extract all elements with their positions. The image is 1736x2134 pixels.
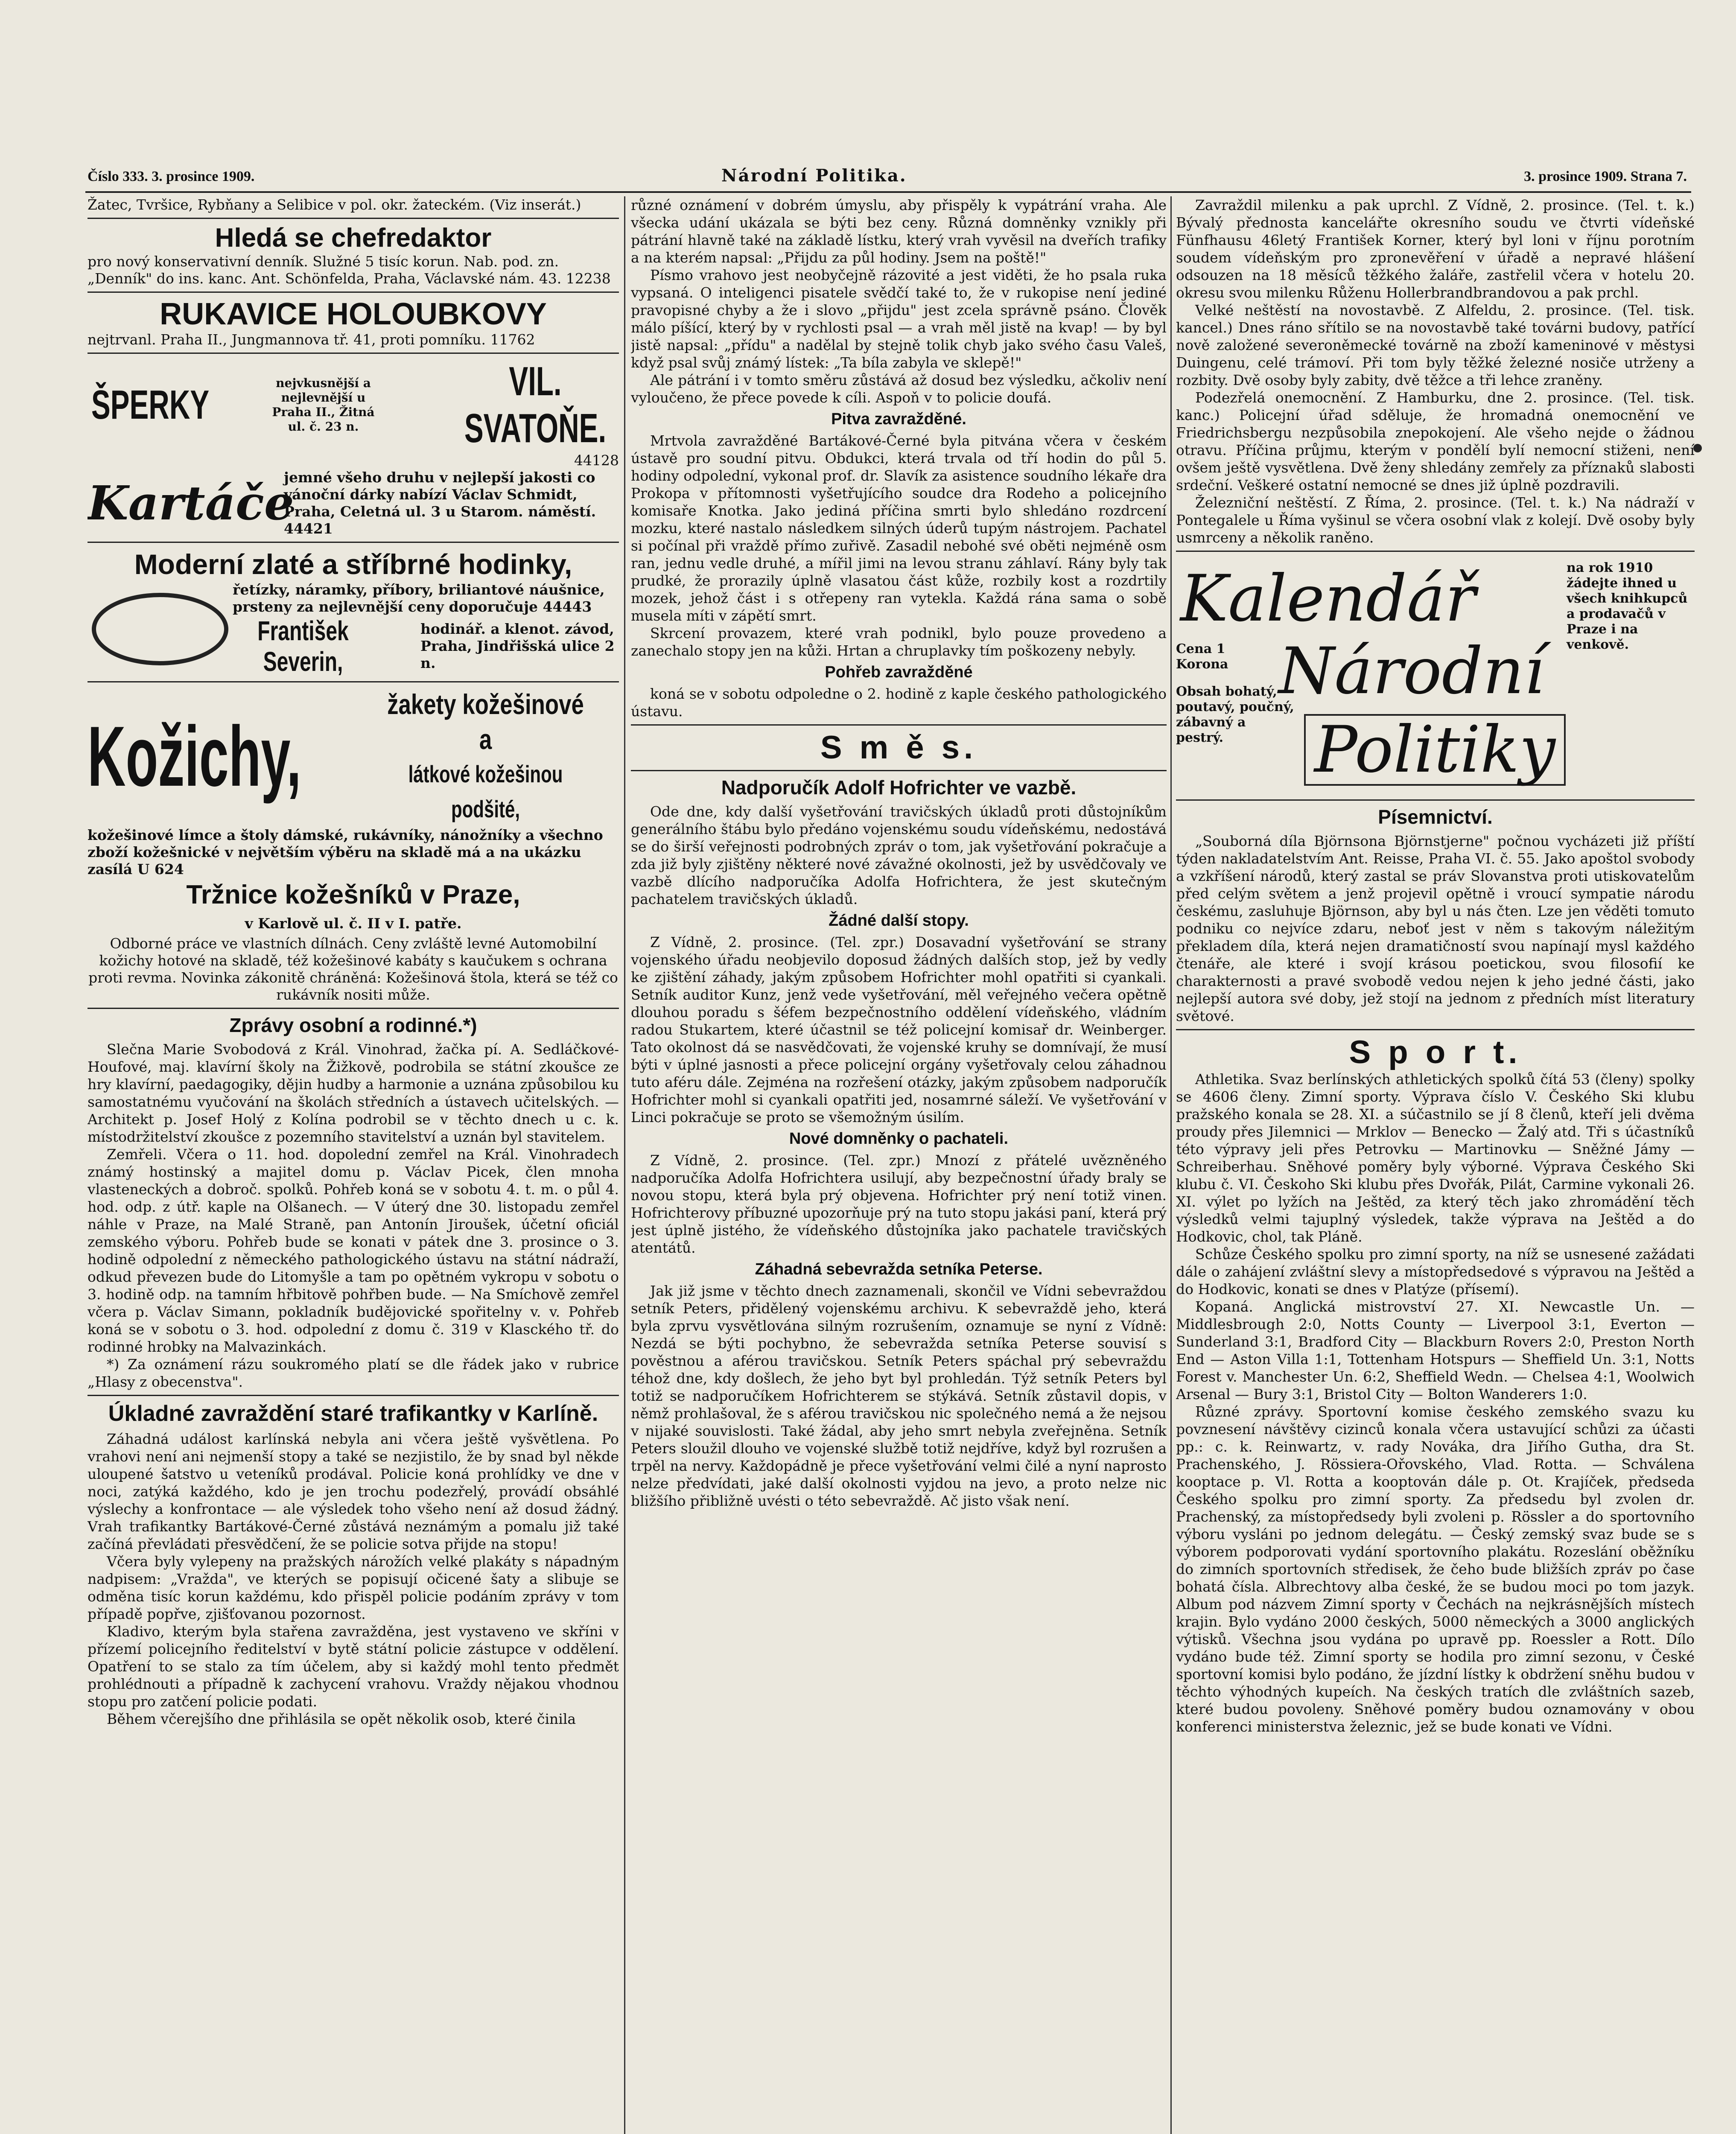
paragraph: Ode dne, kdy další vyšetřování travičských úkladů proti důstojníkům generálního štábu bylo předáno vojenskému soudu vídeňskému, nedostává se do širší veřejnosti podrobných zpráv o tom, jak vyšetřování pokračuje a zda již byly zjištěny některé nové závažné okolnosti, jež by usvědčovaly ve vazbě dlícího nadporučíka Adolfa Hofrichtera, že jest skutečným pachatelem travičských úkladů. xyxy=(631,803,1167,907)
ad-calendar-title-3: Politiky xyxy=(1314,713,1555,787)
divider xyxy=(1176,1029,1695,1030)
paragraph: Athletika. Svaz berlínských athletických spolků čítá 53 (členy) spolky se 4606 členy. Zimní sporty. Výprava číslo V. Českého Ski klubu pražského konala se 28. XI. a súčastnilo se jí 8 členů, kteří jeli dvěma proudy přes Jilemnici — Mrklov — Benecko — Žalý atd. Tři s účastníků této výpravy jeli přes Petrovku — Martinovku — Sněžné Jámy — Schreiberhau. Sněhové poměry byly výborné. Výprava Českého Ski klubu č. VI. Českoho Ski klubu přes Dvořák, Pilát, Carmine vykonali 26. XI. výlet po lyžích na Ještěd, za který těch jako zhromádění těch výsledků velmi tajuplný výsledek, takže výprava na Ještěd a do Hodkovic, chol, tak Pláně. xyxy=(1176,1071,1695,1245)
paragraph: Skrcení provazem, které vrah podnikl, bylo pouze provedeno a zanechalo stopy jen na kůži. Hrtan a chruplavky tím poškozeny nebyly. xyxy=(631,625,1167,659)
ad-furs xyxy=(88,687,619,827)
paragraph: Zavraždil milenku a pak uprchl. Z Vídně, 2. prosince. (Tel. t. k.) Bývalý přednosta kancelářte okresního soudu ve čtvrti vídeňské Fünfhausu 46letý František Korner, který byl loni v říjnu porotním soudem vídeňským pro zpronevěření v úřadě a nepravé hlášení odsouzen na 18 měsíců těžkého žaláře, zastřelil včera v hotelu 20. okresu svou milenku Růženu Hollerbrandbrandovou a pak prchl. xyxy=(1176,197,1695,301)
masthead: Národní Politika. xyxy=(721,166,907,186)
ad-brushes xyxy=(88,469,619,537)
paragraph: Zemřeli. Včera o 11. hod. dopolední zemřel na Král. Vinohradech známý hostinský a majitel domu p. Václav Picek, člen mnoha vlastenеckých a dobroč. spolků. Pohřeb koná se v sobotu 4. t. m. o půl 4. hod. odp. z útř. kaple na Olšanech. — V úterý dne 30. listopadu zemřel náhle v Praze, na Malé Straně, pan Antonín Jiroušek, účetní oficiál zemského výboru. Pohřeb bude se konati v pátek dne 3. prosince o 3. hodině odpolední z německého pathologického ústavu na státní nádraží, odkud převezen bude do Litomyšle a tam po opětném vykropu v sobotu o 3. hodině odp. na tamním hřbitově pohřben bude. — Na Smíchově zemřel včera p. Václav Simann, pokladník budějovické spořitelny v. v. Pohřeb koná se v sobotu o 3. hod. odpolední z domu č. 319 v Klasckého tř. do rodinné hrobky na Malvazinkách. xyxy=(88,1146,619,1355)
divider xyxy=(88,218,619,219)
ad-calendar-title-2: Národní xyxy=(1278,634,1545,708)
paragraph: Kladivo, kterým byla stařena zavražděna, jest vystaveno ve skříni v přízemí policejního ředitelství v bytě státní policie zástupce v oddělení. Opatření to se stalo za tím účelem, aby si každý mohl tento předmět prohlédnouti a případně k zachycení vrahovu. Vraždy nějakou vhodnou stopu pro zatčení policie podati. xyxy=(88,1623,619,1710)
subhead-autopsy: Pitva zavražděné. xyxy=(831,410,966,428)
article-hofrichter-title: Nadporučík Adolf Hofrichter ve vazbě. xyxy=(721,776,1077,799)
ad-calendar-title-1: Kalendář xyxy=(1180,562,1476,636)
ad-calendar-price: Cena 1 Korona xyxy=(1176,641,1228,672)
divider xyxy=(631,770,1167,771)
divider xyxy=(88,1395,619,1396)
subhead-funeral: Pohřeb zavražděné xyxy=(825,663,973,681)
paragraph: Včera byly vylepeny na pražských nárožích velké plakáty s nápadným nadpisem: „Vražda", ve kterých se popisují očicené šaty a slibuje se odměna tisíc korun každému, kdo přispěl policie podáním zprávy v tom případě popřve, zjišťovanou pozornost. xyxy=(88,1553,619,1622)
ad-editor-text: pro nový konservativní denník. Služné 5 tisíc korun. Nab. pod. zn. „Denník" do ins. kanc. Ant. Schönfelda, Praha, Václavské nám. 43. 12238 xyxy=(88,253,611,287)
ad-furs-sub2: látkové kožešinou podšité, xyxy=(408,761,563,822)
divider xyxy=(88,1008,619,1009)
ad-market-text: Odborné práce ve vlastních dílnách. Ceny zvláště levné Automobilní kožichy hotové na skladě, též kožešinové kabáty s kaučukem s ochrana proti revma. Novinka zákonitě chráněná: Kožešinová štola, která se též co rukávník nositi může. xyxy=(88,935,618,1003)
ad-furs-text: kožešinové límce a štoly dámské, rukávníky, nánožníky a všechno zboží kožešnické v největším výběru na skladě má a na ukázku zasílá U 624 xyxy=(88,827,603,878)
header-issue: Číslo 333. 3. prosince 1909. xyxy=(88,169,255,184)
ad-editor-title: Hledá se chefredaktor xyxy=(215,223,492,253)
divider xyxy=(88,542,619,543)
ad-watches-addr: hodinář. a klenot. závod, Praha, Jindřišská ulice 2 n. xyxy=(420,621,615,671)
paragraph: Z Vídně, 2. prosince. (Tel. zpr.) Mnozí z přátelé uvězněného nadporučíka Adolfa Hofrichtera usilují, aby bezpečnostní úřady braly se novou stopu, která byla prý objevena. Hofrichter prý není totiž vinen. Hofrichterovy příbuzné upozorňuje prý na tuto stopu jakási paní, která prý jest úplně jistého, že vídeňského důstojníka jako pachatele travičských atentátů. xyxy=(631,1152,1167,1256)
ad-furs-sub1: žakety kožešinové a xyxy=(387,688,584,755)
column-separator-2 xyxy=(1170,196,1172,2134)
column-2 xyxy=(631,196,1167,2134)
ad-jewelry-number: 44128 xyxy=(574,452,619,469)
ad-market-title: Tržnice kožešníků v Praze, xyxy=(186,880,520,910)
divider xyxy=(88,681,619,682)
ad-gloves-text: nejtrvanl. Praha II., Jungmannova tř. 41, proti pomníku. 11762 xyxy=(88,331,535,348)
paragraph: Jak již jsme v těchto dnech zaznamenali, skončil ve Vídni sebevraždou setník Peters, přidělený vojenskému archivu. K sebevraždě jeho, která byla zprvu vysvětlována silným rozrušením, oznamuje se nyní z Vídně: Nezdá se býti pochybno, že sebevražda setníka Peterse souvisí s pověstnou a aférou travičskou. Setník Peters spáchal prý sebevraždu téhož dne, kdy došlech, že jeho byt byl prohledán. Týž setník Peters byl totiž se nadporučíkem Hofrichterem se stýkává. Setník zůstavil dopis, v němž prohlašoval, že s aférou travičskou nic společného nemá a že nejsou v nijaké souvislosti. Také žádal, aby jeho smrt nebyla zveřejněna. Setník Peters sloužil dlouho ve vojenské službě totiž nejdříve, když byl rozrušen a trpěl na nervy. Každopádně je přece vyšetřování velmi čilé a nyní naprosto nelze předvídati, jaké další okolnosti vyjdou na jevo, a proto nelze nic bližšího přibližně uvésti o této sebevraždě. Ač jisto však není. xyxy=(631,1283,1167,1509)
paragraph: Záhadná událost karlínská nebyla ani včera ještě vyšvětlena. Po vrahovi není ani nejmenší stopy a také se nezjistilo, že by snad byl někde uloupené šatstvo u veteníků prodával. Policie koná prohlídky ve dne v noci, zatýká každého, kdo je jen trochu podezřelý, provádí obsáhlé výslechy a konfrontace — ale výsledek toho všeho není až dosud žádný. Vrah trafikantky Bartákové-Černé zůstává neznámým a pomalu již také začíná převládati přesvědčení, že se policie sotva přijde na stopu! xyxy=(88,1431,619,1552)
section-literature-title: Písemnictví. xyxy=(1378,806,1493,828)
divider xyxy=(631,724,1167,726)
paragraph: Slečna Marie Svobodová z Král. Vinohrad, žačka pí. A. Sedláčkové-Houfové, maj. klavírní školy na Žižkově, podrobila se státní zkoušce ze hry klavírní, paedagogiky, dějin hudby a harmonie a uznána způsobilou ku samostatnému vyučování na školách středních a ústavech učitelských. — Architekt p. Josef Holý z Kolína podrobil se v těchto dnech u c. k. místodržitelství zkoušce z pozemního stavitelství a uznán byl stavitelem. xyxy=(88,1041,619,1145)
paragraph: různé oznámení v dobrém úmyslu, aby přispěly k vypátrání vraha. Ale všecka udání ukázala se býti bez ceny. Různá domněnky vznikly při pátrání hlavně také na základě lístku, který vrah vyvěsil na dveřích trafiky a na kterém napsal: „Přijdu za půl hodiny. Jsem na poště!" xyxy=(631,197,1167,266)
section-sport-title: S p o r t. xyxy=(1349,1034,1522,1070)
footnote: *) Za oznámení rázu soukromého platí se dle řádek jako v rubrice „Hlasy z obecenstva". xyxy=(88,1356,619,1390)
ad-watches-name: František Severin, xyxy=(257,615,349,677)
ad-market-addr: v Karlově ul. č. II v I. patře. xyxy=(245,915,462,932)
ring-illustration-icon xyxy=(92,593,228,665)
ad-jewelry-left: ŠPERKY xyxy=(91,382,210,428)
subhead-new-suspicions: Nové domněnky o pachateli. xyxy=(789,1130,1009,1148)
ad-jewelry-mid: nejvkusnější a nejlevnější u Praha II., Žitná ul. č. 23 n. xyxy=(272,376,375,434)
header-rule xyxy=(85,191,1691,193)
paragraph: Písmo vrahovo jest neobyčejně rázovité a jest viděti, že ho psala ruka vypsaná. O inteligenci pisatele svědčí také to, že v rukopise není jediné pravopisné chyby a že i slovo „přijdu" jest zcela správně psáno. Člověk málo píšící, který by v rychlosti psal — a vrah měl jistě na kvap! — by byl jistě napsal: „přídu" a nadělal by stejně tolik chyb jako svého času Valeš, když psal svůj známý lístek: „Ta bíla zabyla ve sklepě!" xyxy=(631,267,1167,371)
paragraph: Kopaná. Anglická mistrovství 27. XI. Newcastle Un. — Middlesbrough 2:0, Notts County — Liverpool 3:1, Everton — Sunderland 3:1, Bradford City — Blackburn Rovers 2:0, Preston North End — Aston Villa 1:1, Tottenham Hotspurs — Sheffield Un. 3:1, Notts Forest v. Manchester Un. 6:2, Sheffield Wedn. — Chelsea 4:1, Woolwich Arsenal — Bury 3:1, Bristol City — Bolton Wanderers 1:0. xyxy=(1176,1298,1695,1402)
paragraph: koná se v sobotu odpoledne o 2. hodině z kaple českého pathologického ústavu. xyxy=(631,685,1167,720)
divider xyxy=(1176,799,1695,801)
ad-watches xyxy=(88,581,619,677)
paragraph: Ale pátrání i v tomto směru zůstává až dosud bez výsledku, ačkoliv není vyloučeno, že přece povede k cíli. Aspoň v to policie doufá. xyxy=(631,372,1167,406)
page-mark xyxy=(1693,444,1702,452)
paragraph: Během včerejšího dne přihlásila se opět několik osob, které činila xyxy=(107,1711,576,1727)
ad-brushes-text: jemné všeho druhu v nejlepší jakosti co vánoční dárky nabízí Václav Schmidt, Praha, Celetná ul. 3 u Starom. náměstí. 44421 xyxy=(284,469,596,537)
subhead-no-clues: Žádné další stopy. xyxy=(829,912,969,930)
paragraph: Mrtvola zavražděné Bartákové-Černé byla pitvána včera v českém ústavě pro soudní pitvu. Obdukci, která trvala od tří hodin do půl 5. hodiny odpolední, vykonal prof. dr. Slavík za asistence soudního lékaře dra Prokopa v přítomnosti vyšetřujícího soudce dra Rodeho a policejního komisaře Knotka. Jako jediná příčina smrti bylo shledáno rozdrcení mozku, které nastalo následkem silných úderů tupým nástrojem. Pachatel si počínal při vraždě přímo zuřivě. Zasadil nebohé své oběti nejméně osm ran, jednu vedle druhé, a mířil jimi na levou stranu záhlaví. Rány byly tak prudké, že prorazily úplně vlasatou část kůže, rozbily kost a rozdrtily mozek, jehož část i s otřepeny ran vytekla. Každá rána sama o sobě musela míti v zápětí smrt. xyxy=(631,432,1167,624)
ad-watches-title: Moderní zlaté a stříbrné hodinky, xyxy=(134,548,572,580)
ad-calendar-contents: Obsah bohatý, poutavý, poučný, zábavný a pestrý. xyxy=(1176,684,1294,745)
ad-jewelry-right: VIL. SVATOŇE. xyxy=(464,359,607,451)
column-1 xyxy=(88,196,619,2134)
paragraph: Podezřelá onemocnění. Z Hamburku, dne 2. prosince. (Tel. tisk. kanc.) Policejní úřad sděluje, že hromadná onemocnění ve Friedrichsbergu nezpůsobila znepokojení. Ale všeho nejde o žádnou otravu. Příčina průjmu, kterým v pondělí bylí nemocní stiženi, není ovšem ještě vysvětlena. Dvě ženy shledány zemřely za příznaků slabosti srdeční. Veškeré ostatní nemocné se dnes již úplně pozdravili. xyxy=(1176,389,1695,493)
ad-jewelry xyxy=(88,358,619,452)
ad-calendar-info: na rok 1910 žádejte ihned u všech knihkupců a prodavačů v Praze i na venkově. xyxy=(1567,560,1688,652)
paragraph: Velké neštěstí na novostavbě. Z Alfeldu, 2. prosince. (Tel. tisk. kancel.) Dnes ráno sřítilo se na novostavbě také továrni budovy, patřící nově založené severoněmecké továrně na zboží kameninové v městysi Duingenu, celé trámoví. Při tom byly těžké železné nosiče utrženy a rozbity. Dvě osoby byly zabity, dvě těžce a tři lehce zraněny. xyxy=(1176,302,1695,388)
paragraph: Různé zprávy. Sportovní komise českého zemského svazu ku povznesení návštěvy cizinců konala včera ustavující schůzi za účasti pp.: c. k. Reinwartz, v. rady Nováka, dra Jiřího Gutha, dra St. Prachenského, J. Rössiera-Ořovského, Vlad. Rotta. — Schválena kooptace p. Vl. Rotta a kooptován dále p. Ot. Krajíček, předseda Českého spolku pro zimní sporty. Za předsedu byl zvolen dr. Prachenský, za místopředsedy byli zvoleni p. Rössler a do sportovního výboru vysláni po jednom delegátu. — Český zemský svaz bude se s výborem podporovati vydání sportovního plakátu. Rozeslání oběžníku do zimních sportovních středisek, že čeho bude bližších zpráv po čase bohatá čísla. Albrechtovy alba české, že se budou moci po tom jazyk. Album pod názvem Zimní sporty v Čechách na nejkrásnějších místech krajin. Bylo vydáno 2000 českých, 5000 německých a 3000 anglických výtisků. Všechna jsou vydána po upravě pp. Roessler a Rott. Dílo vydáno bude též. Zimní sporty se hodila pro zimní sezonu, v České sportovní komisi bylo podáno, že jízdní lístky k obdržení sněhu budou v těchto výhodných kupeích. Na českých tratích dle zvláštních sazeb, které budou povoleny. Sněhové poměry budou oznamovány v obou konferenci ministerstva železnic, jež se bude konati ve Vídni. xyxy=(1176,1403,1695,1735)
ad-calendar xyxy=(1176,556,1695,795)
subhead-peters-suicide: Záhadná sebevražda setníka Peterse. xyxy=(755,1260,1043,1278)
divider xyxy=(88,292,619,293)
divider xyxy=(1176,551,1695,552)
column-3 xyxy=(1176,196,1695,2134)
section-miscellany-title: S m ě s. xyxy=(820,729,977,766)
column-separator-1 xyxy=(624,196,625,2134)
paragraph: Z Vídně, 2. prosince. (Tel. zpr.) Dosavadní vyšetřování se strany vojenského úřadu neobjevilo doposud žádných dalších stop, jež by vedly ke zjištění záhady, jakým způsobem Hofrichter mohl opatřiti si cyankali. Setník auditor Kunz, jenž vede vyšetřování, měl veřejného večera opětně dlouhou poradu s šéfem bezpečnostního oddělení vídeňského, vládním radou Stukartem, které účastnil se též policejní komisař dr. Weinberger. Tato okolnost dá se nasvědčovati, že vojenské kruhy se domnívají, že musí býti v úplné jasnosti a přece policejní orgány vyšetřovaly celou záhadnou tuto aféru dále. Zejména na rozřešení otázky, jakým způsobem nadporučík Hofrichter mohl si cyankali opatřiti jed, nosamrné sáleží. Ve vyšetřování v Linci pokračuje se proto se všemožným úsilím. xyxy=(631,934,1167,1125)
divider xyxy=(88,353,619,354)
ad-brushes-title: Kartáče xyxy=(88,475,294,531)
paragraph: „Souborná díla Björnsona Björnstjerne" počnou vycházeti již příští týden nakladatelstvím Ant. Reisse, Praha VI. č. 55. Jako apoštol svobody a vzkříšení národů, který zastal se práv Slovanstva proti utiskovatelům před celým světem a jenž projevil opětně i vroucí sympatie národu českému, zasluhuje Björnson, aby byl u nás čten. Lze jen věděti tomuto podniku co nejvíce zdaru, neboť jest v něm s takovým náležitým překladem díla, která nejen dramatičností svou napínají mysl každého čtenáře, ale které i svojí krásou poetickou, svou filosofií ke charakternosti a pravé svobodě vedou nejen k jeho jedné části, jako nejlepší autora své doby, jež stojí na jednom z předních míst literatury světové. xyxy=(1176,833,1695,1024)
paragraph: Schůze Českého spolku pro zimní sporty, na níž se usnesené zažádati dále o zahájení zvláštní slevy a místopředsedové s výpravou na Ještěd a do Hodkovic, konati se dnes v Platýze (přísemí). xyxy=(1176,1246,1695,1297)
ad-zatec: Žatec, Tvršice, Rybňany a Selibice v pol. okr. žateckém. (Viz inserát.) xyxy=(88,196,581,213)
ad-watches-text: řetízky, náramky, příbory, briliantové náušnice, prsteny za nejlevnější ceny doporučuje 44443 xyxy=(233,581,605,615)
article-murder-title: Úkladné zavraždění staré trafikantky v Karlíně. xyxy=(108,1401,598,1426)
paragraph: Železniční neštěstí. Z Říma, 2. prosince. (Tel. t. k.) Na nádraží v Pontegalele u Říma vyšinul se včera osobní vlak z kolejí. Dvě osoby byly usmrceny a několik raněno. xyxy=(1176,494,1695,546)
header-date-page: 3. prosince 1909. Strana 7. xyxy=(1524,169,1687,184)
section-personal-news-title: Zprávy osobní a rodinné.*) xyxy=(229,1014,477,1036)
ad-gloves-title: RUKAVICE HOLOUBKOVY xyxy=(160,297,547,331)
ad-furs-title: Kožichy, xyxy=(88,709,301,804)
